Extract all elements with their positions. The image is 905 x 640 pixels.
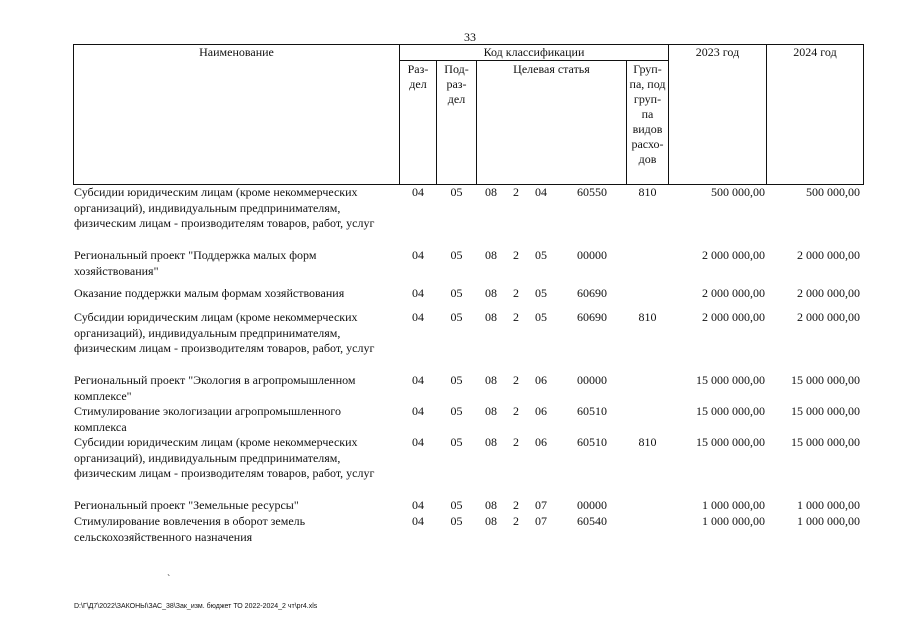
row-target-direction: 60510 bbox=[577, 435, 607, 449]
row-target-main: 06 bbox=[535, 435, 547, 449]
row-target-direction: 60690 bbox=[577, 286, 607, 300]
row-target-direction: 60510 bbox=[577, 404, 607, 418]
row-razdel: 04 bbox=[412, 373, 424, 387]
row-target-type: 2 bbox=[513, 185, 519, 199]
row-target-program: 08 bbox=[485, 514, 497, 528]
row-amount-2024: 1 000 000,00 bbox=[797, 498, 860, 512]
header-code-group: Код классификации bbox=[483, 45, 585, 59]
stray-mark: ` bbox=[167, 574, 171, 585]
row-razdel: 04 bbox=[412, 185, 424, 199]
row-target-main: 05 bbox=[535, 248, 547, 262]
row-amount-2024: 1 000 000,00 bbox=[797, 514, 860, 528]
row-name: Стимулирование экологизации агропромышленного комплекса bbox=[74, 404, 341, 434]
row-name: Субсидии юридическим лицам (кроме некоммерческих организаций), индивидуальным предпринимателям, физическим лицам - производителям товаров, работ, услуг bbox=[74, 435, 375, 480]
header-year-2024: 2024 год bbox=[793, 45, 837, 59]
row-target-program: 08 bbox=[485, 286, 497, 300]
row-amount-2024: 15 000 000,00 bbox=[791, 373, 860, 387]
row-expense-group: 810 bbox=[638, 310, 657, 324]
row-target-type: 2 bbox=[513, 373, 519, 387]
row-target-type: 2 bbox=[513, 310, 519, 324]
row-target-type: 2 bbox=[513, 286, 519, 300]
row-target-program: 08 bbox=[485, 435, 497, 449]
row-target-main: 07 bbox=[535, 514, 547, 528]
row-razdel: 04 bbox=[412, 514, 424, 528]
row-podrazdel: 05 bbox=[450, 498, 463, 512]
row-podrazdel: 05 bbox=[450, 404, 463, 418]
row-target-program: 08 bbox=[485, 248, 497, 262]
row-expense-group: 810 bbox=[638, 435, 657, 449]
row-target-program: 08 bbox=[485, 373, 497, 387]
row-razdel: 04 bbox=[412, 404, 424, 418]
row-target-type: 2 bbox=[513, 248, 519, 262]
header-name: Наименование bbox=[199, 45, 274, 59]
row-target-main: 07 bbox=[535, 498, 547, 512]
row-target-program: 08 bbox=[485, 310, 497, 324]
row-amount-2024: 2 000 000,00 bbox=[797, 248, 860, 262]
row-target-main: 06 bbox=[535, 404, 547, 418]
row-amount-2024: 2 000 000,00 bbox=[797, 286, 860, 300]
row-podrazdel: 05 bbox=[450, 514, 463, 528]
row-amount-2023: 2 000 000,00 bbox=[702, 310, 765, 324]
row-target-direction: 00000 bbox=[577, 498, 607, 512]
header-expense-group: Груп- па, под груп- па видов расхо- дов bbox=[629, 62, 666, 166]
row-amount-2023: 15 000 000,00 bbox=[696, 404, 765, 418]
row-target-direction: 60690 bbox=[577, 310, 607, 324]
row-amount-2023: 1 000 000,00 bbox=[702, 514, 765, 528]
row-target-program: 08 bbox=[485, 404, 497, 418]
row-name: Региональный проект "Земельные ресурсы" bbox=[74, 498, 299, 512]
row-amount-2023: 2 000 000,00 bbox=[702, 248, 765, 262]
header-year-2023: 2023 год bbox=[695, 45, 740, 59]
row-target-main: 04 bbox=[535, 185, 547, 199]
row-amount-2023: 500 000,00 bbox=[711, 185, 765, 199]
row-expense-group: 810 bbox=[638, 185, 657, 199]
row-target-type: 2 bbox=[513, 404, 519, 418]
row-target-direction: 60540 bbox=[577, 514, 607, 528]
table-body bbox=[73, 0, 864, 640]
row-target-main: 06 bbox=[535, 373, 547, 387]
header-podrazdel: Под- раз- дел bbox=[444, 62, 469, 106]
row-name: Региональный проект "Поддержка малых форм хозяйствования" bbox=[74, 248, 317, 278]
row-amount-2023: 1 000 000,00 bbox=[702, 498, 765, 512]
footer-file-path: D:\Г\Д7\2022\ЗАКОНЫ\ЗАС_38\Зак_изм. бюджет ТО 2022-2024_2 чт\pr4.xls bbox=[74, 603, 318, 610]
row-podrazdel: 05 bbox=[450, 286, 463, 300]
row-podrazdel: 05 bbox=[450, 310, 463, 324]
header-target-article: Целевая статья bbox=[513, 62, 590, 76]
row-podrazdel: 05 bbox=[450, 248, 463, 262]
row-target-direction: 60550 bbox=[577, 185, 607, 199]
row-target-direction: 00000 bbox=[577, 248, 607, 262]
page-number: 33 bbox=[464, 30, 476, 44]
row-name: Субсидии юридическим лицам (кроме некоммерческих организаций), индивидуальным предпринимателям, физическим лицам - производителям товаров, работ, услуг bbox=[74, 185, 375, 230]
row-podrazdel: 05 bbox=[450, 185, 463, 199]
row-amount-2023: 15 000 000,00 bbox=[696, 373, 765, 387]
row-name: Субсидии юридическим лицам (кроме некоммерческих организаций), индивидуальным предпринимателям, физическим лицам - производителям товаров, работ, услуг bbox=[74, 310, 375, 355]
row-razdel: 04 bbox=[412, 248, 424, 262]
row-podrazdel: 05 bbox=[450, 435, 463, 449]
row-name: Оказание поддержки малым формам хозяйствования bbox=[74, 286, 345, 300]
row-name: Региональный проект "Экология в агропромышленном комплексе" bbox=[74, 373, 356, 403]
row-target-main: 05 bbox=[535, 310, 547, 324]
row-amount-2024: 15 000 000,00 bbox=[791, 435, 860, 449]
header-razdel: Раз- дел bbox=[407, 62, 429, 91]
row-target-type: 2 bbox=[513, 514, 519, 528]
row-amount-2023: 15 000 000,00 bbox=[696, 435, 765, 449]
row-target-type: 2 bbox=[513, 435, 519, 449]
row-razdel: 04 bbox=[412, 498, 424, 512]
row-amount-2023: 2 000 000,00 bbox=[702, 286, 765, 300]
row-podrazdel: 05 bbox=[450, 373, 463, 387]
row-target-main: 05 bbox=[535, 286, 547, 300]
row-target-direction: 00000 bbox=[577, 373, 607, 387]
row-target-program: 08 bbox=[485, 185, 497, 199]
row-target-program: 08 bbox=[485, 498, 497, 512]
row-razdel: 04 bbox=[412, 310, 424, 324]
row-razdel: 04 bbox=[412, 286, 424, 300]
row-amount-2024: 2 000 000,00 bbox=[797, 310, 860, 324]
row-amount-2024: 15 000 000,00 bbox=[791, 404, 860, 418]
row-target-type: 2 bbox=[513, 498, 519, 512]
row-amount-2024: 500 000,00 bbox=[806, 185, 860, 199]
row-razdel: 04 bbox=[412, 435, 424, 449]
row-name: Стимулирование вовлечения в оборот земель сельскохозяйственного назначения bbox=[74, 514, 306, 544]
